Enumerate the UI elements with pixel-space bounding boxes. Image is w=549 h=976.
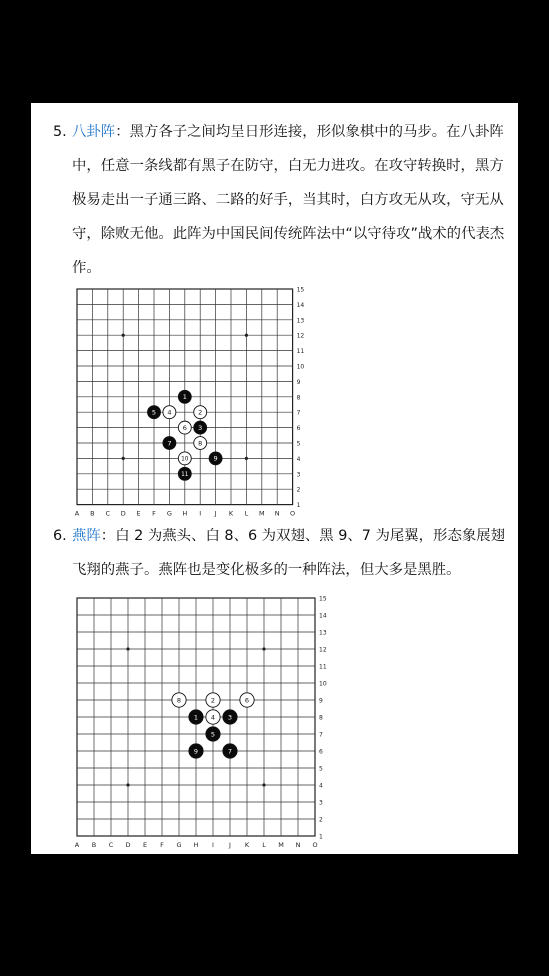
column-label: A bbox=[74, 509, 80, 518]
stone-black-3 bbox=[223, 710, 237, 724]
column-label: H bbox=[182, 509, 188, 518]
column-label: A bbox=[74, 841, 80, 849]
column-label: C bbox=[105, 509, 111, 518]
row-label: 4 bbox=[319, 782, 323, 790]
row-label: 1 bbox=[319, 833, 323, 841]
stone-black-5 bbox=[206, 727, 220, 741]
row-label: 1 bbox=[296, 502, 301, 510]
board-svg bbox=[73, 594, 339, 849]
stone-black-1 bbox=[178, 390, 191, 403]
column-label: E bbox=[136, 509, 141, 518]
stone-black-11 bbox=[178, 467, 191, 480]
row-label: 15 bbox=[296, 286, 305, 294]
column-label: O bbox=[312, 841, 318, 849]
stone-white-8 bbox=[172, 693, 186, 707]
star-point bbox=[245, 457, 248, 460]
star-point bbox=[126, 647, 129, 650]
stone-white-2 bbox=[194, 406, 207, 419]
stone-black-1 bbox=[189, 710, 203, 724]
row-label: 8 bbox=[319, 714, 323, 722]
column-label: G bbox=[176, 841, 182, 849]
star-point bbox=[245, 334, 248, 337]
item-text: ：白 2 为燕头、白 8、6 为双翅、黑 9、7 为尾翼，形态象展翅飞翔的燕子。燕阵也是变化极多的一种阵法，但大多是黑胜。 bbox=[72, 528, 506, 578]
stone-number: 3 bbox=[227, 713, 233, 722]
stone-white-6 bbox=[240, 693, 254, 707]
stone-number: 8 bbox=[176, 696, 182, 705]
row-label: 10 bbox=[319, 680, 327, 688]
stone-number: 9 bbox=[213, 454, 218, 463]
item-text: ：黑方各子之间均呈日形连接，形似象棋中的马步。在八卦阵中，任意一条线都有黑子在防守，白无力进攻。在攻守转换时，黑方极易走出一子通三路、二路的好手，当其时，白方攻无从攻，守无从守，除败无他。此阵为中国民间传统阵法中“以守待攻”战术的代表杰作。 bbox=[72, 124, 505, 276]
stone-white-4 bbox=[163, 406, 176, 419]
stone-number: 9 bbox=[193, 747, 199, 756]
row-label: 3 bbox=[296, 471, 301, 479]
column-label: B bbox=[91, 841, 97, 849]
star-point bbox=[122, 457, 125, 460]
row-label: 4 bbox=[296, 455, 301, 463]
row-label: 14 bbox=[296, 301, 305, 309]
column-label: L bbox=[262, 841, 266, 849]
row-label: 12 bbox=[319, 646, 327, 654]
row-label: 7 bbox=[319, 731, 323, 739]
row-label: 2 bbox=[319, 816, 323, 824]
row-label: 2 bbox=[296, 486, 301, 494]
stone-number: 2 bbox=[210, 696, 216, 705]
row-label: 7 bbox=[296, 409, 301, 417]
column-label: M bbox=[278, 841, 284, 849]
stone-number: 2 bbox=[198, 408, 203, 417]
row-label: 12 bbox=[296, 332, 305, 340]
column-label: M bbox=[258, 509, 265, 518]
stone-number: 7 bbox=[227, 747, 233, 756]
item-paragraph bbox=[72, 519, 505, 587]
stone-black-7 bbox=[223, 744, 237, 758]
item-swallow-formation bbox=[53, 519, 505, 587]
document-page bbox=[31, 103, 518, 854]
stone-black-7 bbox=[163, 437, 176, 450]
go-board-diagram-1 bbox=[73, 285, 309, 518]
stone-number: 7 bbox=[167, 439, 172, 448]
column-label: C bbox=[108, 841, 114, 849]
column-label: B bbox=[90, 509, 95, 518]
item-number: 6. bbox=[53, 528, 67, 544]
column-label: D bbox=[120, 509, 126, 518]
stone-white-6 bbox=[178, 421, 191, 434]
star-point bbox=[122, 334, 125, 337]
stone-black-3 bbox=[194, 421, 207, 434]
row-label: 3 bbox=[319, 799, 323, 807]
column-label: E bbox=[142, 841, 148, 849]
stone-number: 4 bbox=[210, 713, 216, 722]
column-label: K bbox=[244, 841, 250, 849]
row-label: 6 bbox=[319, 748, 323, 756]
stone-white-4 bbox=[206, 710, 220, 724]
row-label: 6 bbox=[296, 425, 301, 433]
stone-number: 8 bbox=[198, 439, 203, 448]
column-label: G bbox=[166, 509, 172, 518]
stone-number: 5 bbox=[151, 408, 157, 417]
column-label: L bbox=[244, 509, 249, 518]
stone-number: 4 bbox=[167, 408, 172, 417]
star-point bbox=[262, 647, 265, 650]
stone-number: 6 bbox=[244, 696, 250, 705]
row-label: 9 bbox=[296, 378, 301, 386]
stone-black-9 bbox=[209, 452, 222, 465]
stone-number: 1 bbox=[182, 393, 187, 402]
column-label: D bbox=[125, 841, 131, 849]
stone-number: 6 bbox=[182, 423, 187, 432]
item-paragraph bbox=[72, 115, 505, 285]
stone-black-9 bbox=[189, 744, 203, 758]
column-label: F bbox=[160, 841, 164, 849]
column-label: H bbox=[193, 841, 199, 849]
column-label: O bbox=[290, 509, 296, 518]
item-title: 八卦阵 bbox=[72, 124, 116, 140]
row-label: 11 bbox=[296, 348, 305, 356]
item-title: 燕阵 bbox=[72, 528, 101, 544]
stone-white-2 bbox=[206, 693, 220, 707]
column-label: J bbox=[229, 841, 231, 849]
column-label: I bbox=[199, 509, 202, 518]
go-board-diagram-2 bbox=[73, 594, 339, 849]
board-svg bbox=[73, 285, 309, 518]
row-label: 13 bbox=[296, 317, 305, 325]
row-label: 8 bbox=[296, 394, 301, 402]
item-bagua-formation bbox=[53, 115, 505, 285]
stone-number: 10 bbox=[181, 456, 189, 463]
row-label: 10 bbox=[296, 363, 305, 371]
stone-number: 3 bbox=[198, 423, 203, 432]
column-label: I bbox=[212, 841, 214, 849]
star-point bbox=[126, 783, 129, 786]
column-label: F bbox=[152, 509, 156, 518]
star-point bbox=[262, 783, 265, 786]
item-number: 5. bbox=[53, 124, 67, 140]
column-label: K bbox=[228, 509, 234, 518]
stone-number: 11 bbox=[181, 472, 189, 479]
row-label: 9 bbox=[319, 697, 323, 705]
stone-white-10 bbox=[178, 452, 191, 465]
stone-white-8 bbox=[194, 437, 207, 450]
row-label: 5 bbox=[319, 765, 323, 773]
column-label: N bbox=[295, 841, 301, 849]
column-label: J bbox=[214, 509, 217, 518]
row-label: 11 bbox=[319, 663, 327, 671]
row-label: 15 bbox=[319, 595, 327, 603]
stone-number: 5 bbox=[210, 730, 216, 739]
row-label: 5 bbox=[296, 440, 301, 448]
column-label: N bbox=[274, 509, 280, 518]
row-label: 14 bbox=[319, 612, 327, 620]
row-label: 13 bbox=[319, 629, 327, 637]
stone-black-5 bbox=[148, 406, 161, 419]
stone-number: 1 bbox=[193, 713, 199, 722]
